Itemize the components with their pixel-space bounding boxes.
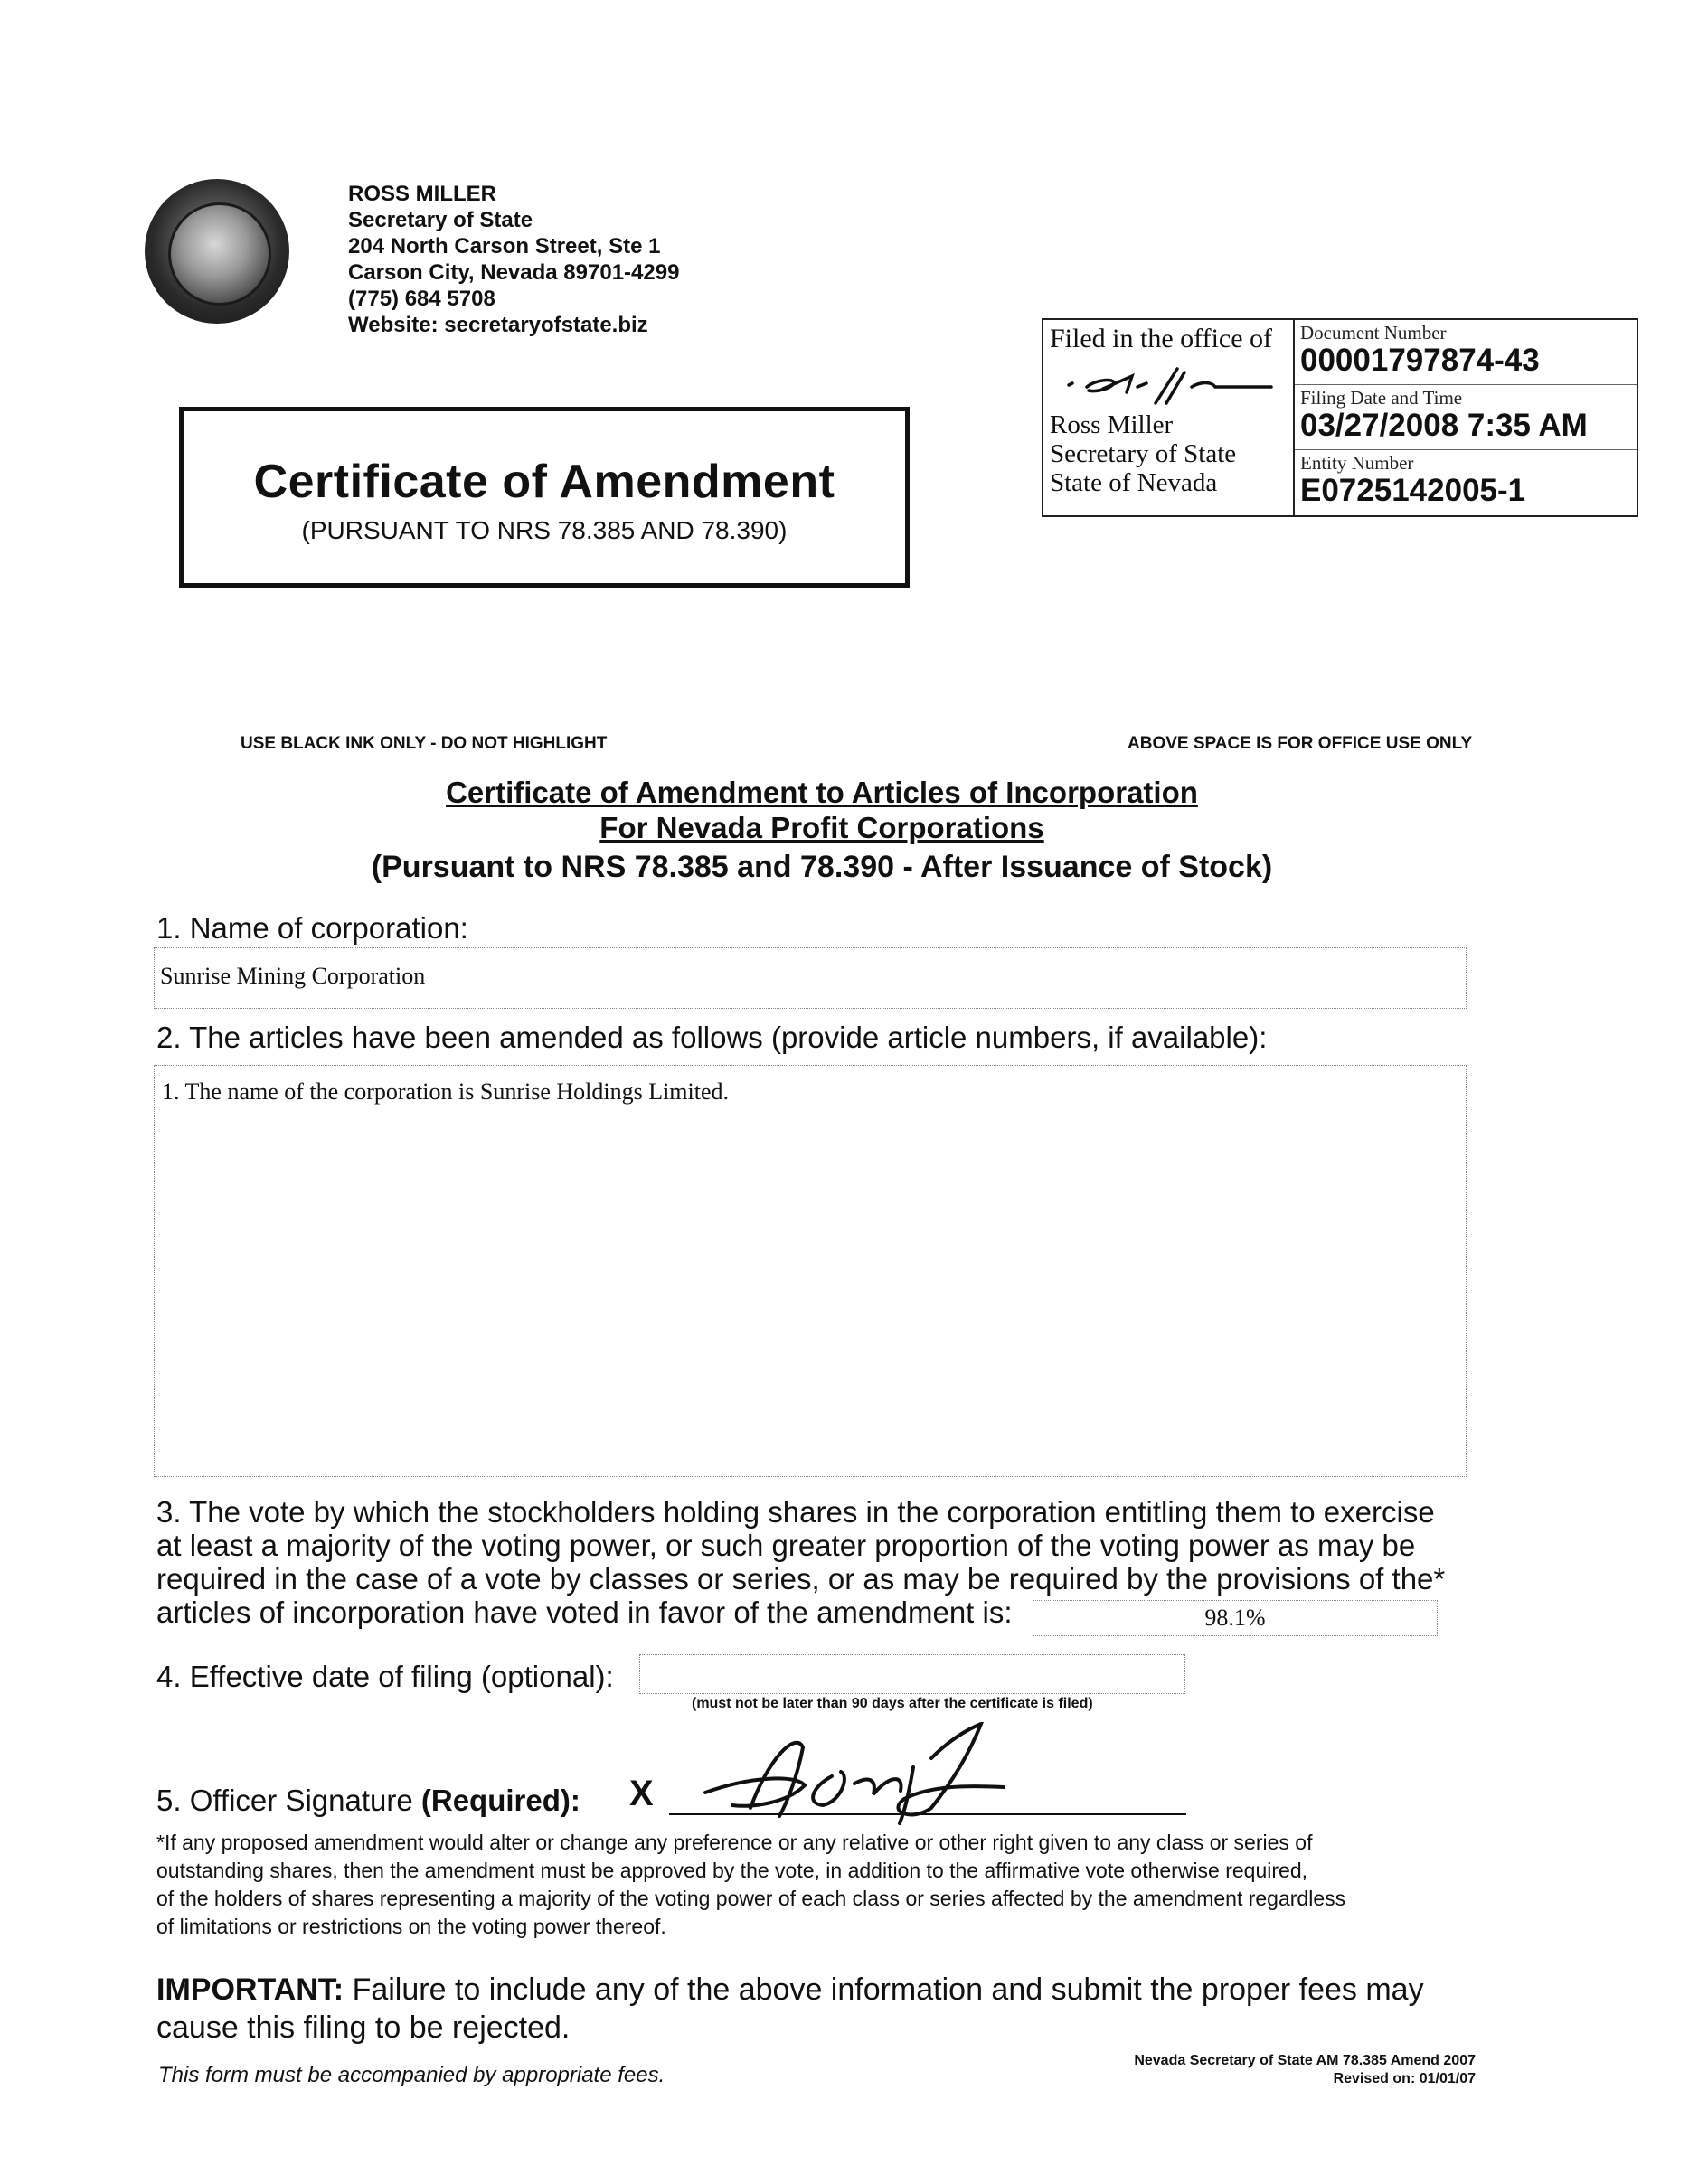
officer-signature-icon [696, 1722, 1013, 1840]
q4-label: 4. Effective date of filing (optional): [156, 1660, 614, 1693]
footnote-line3: of the holders of shares representing a majority of the voting power of each class or series affected by the amendment regardless [156, 1887, 1346, 1910]
q2-label: 2. The articles have been amended as follows (provide article numbers, if available): [156, 1021, 1268, 1054]
document-number-label: Document Number [1300, 322, 1447, 344]
certificate-subtitle: (PURSUANT TO NRS 78.385 AND 78.390) [301, 516, 788, 544]
signer-block [1050, 410, 1236, 497]
filing-stamp-box [1042, 318, 1638, 517]
q3-line4: articles of incorporation have voted in favor of the amendment is: [156, 1596, 1013, 1629]
form-title-line3: (Pursuant to NRS 78.385 and 78.390 - After Issuance of Stock) [371, 850, 1273, 884]
form-identifier [995, 2052, 1476, 2088]
form-title-line1: Certificate of Amendment to Articles of Incorporation [446, 776, 1198, 809]
footnote [156, 1829, 1531, 1941]
office-title: Secretary of State [348, 208, 533, 232]
filing-date: 03/27/2008 7:35 AM [1300, 408, 1588, 443]
amendment-text-value: 1. The name of the corporation is Sunrise Holdings Limited. [162, 1078, 730, 1105]
office-use-notice: ABOVE SPACE IS FOR OFFICE USE ONLY [1128, 734, 1473, 753]
signer-state: State of Nevada [1050, 468, 1218, 497]
signature-x-mark: X [629, 1774, 654, 1813]
form-title-line2: For Nevada Profit Corporations [599, 811, 1044, 844]
footnote-line4: of limitations or restrictions on the voting power thereof. [156, 1915, 666, 1938]
filing-details [1295, 320, 1637, 515]
document-number: 00001797874-43 [1300, 343, 1540, 378]
entity-number-label: Entity Number [1300, 452, 1414, 474]
corporation-name-value: Sunrise Mining Corporation [160, 963, 426, 989]
q3-line3: required in the case of a vote by classes or series, or as may be required by the provisions of the* [156, 1562, 1446, 1596]
q5-label-text: 5. Officer Signature [156, 1784, 421, 1817]
signer-title: Secretary of State [1050, 439, 1237, 468]
q5-required: (Required): [420, 1784, 580, 1817]
secretary-signature-icon [1051, 360, 1277, 410]
secretary-address-block [348, 181, 679, 338]
important-text-2: cause this filing to be rejected. [156, 2010, 571, 2045]
city-address: Carson City, Nevada 89701-4299 [348, 260, 680, 285]
entity-number-cell [1295, 450, 1637, 515]
amendment-text-field[interactable] [154, 1065, 1467, 1477]
certificate-title-box [179, 407, 910, 588]
corporation-name-field[interactable] [154, 947, 1467, 1009]
important-notice [156, 1971, 1531, 2047]
website: Website: secretaryofstate.biz [348, 313, 648, 337]
filing-date-label: Filing Date and Time [1300, 387, 1463, 409]
effective-date-field[interactable] [639, 1654, 1185, 1694]
footnote-line2: outstanding shares, then the amendment must be approved by the vote, in addition to the affirmative vote otherwise required, [156, 1859, 1308, 1882]
street-address: 204 North Carson Street, Ste 1 [348, 234, 661, 259]
fees-note: This form must be accompanied by appropriate fees. [158, 2063, 665, 2087]
q1-label: 1. Name of corporation: [156, 911, 468, 945]
certificate-title: Certificate of Amendment [253, 456, 835, 508]
q5-label [156, 1784, 580, 1818]
effective-date-note: (must not be later than 90 days after the certificate is filed) [692, 1696, 1093, 1711]
ink-notice: USE BLACK INK ONLY - DO NOT HIGHLIGHT [241, 734, 608, 753]
q3-line1: 3. The vote by which the stockholders holding shares in the corporation entitling them to exercise [156, 1495, 1435, 1529]
vote-percentage-value: 98.1% [1204, 1605, 1266, 1631]
signer-name: Ross Miller [1050, 410, 1174, 439]
nevada-state-seal-icon [145, 179, 289, 324]
form-id: Nevada Secretary of State AM 78.385 Amend 2007 [1134, 2053, 1476, 2068]
important-text-1: Failure to include any of the above information and submit the proper fees may [344, 1972, 1424, 2007]
document-number-cell [1295, 320, 1637, 385]
filing-date-cell [1295, 385, 1637, 450]
phone-number: (775) 684 5708 [348, 287, 495, 311]
q3-line2: at least a majority of the voting power, or such greater proportion of the voting power as may be [156, 1529, 1416, 1562]
entity-number: E0725142005-1 [1300, 473, 1526, 508]
filed-office-cell [1043, 320, 1295, 515]
official-name: ROSS MILLER [348, 182, 497, 206]
footnote-line1: *If any proposed amendment would alter or change any preference or any relative or other right given to any class or series of [156, 1831, 1313, 1854]
revised-date: Revised on: 01/01/07 [1333, 2071, 1476, 2086]
important-label: IMPORTANT: [156, 1972, 344, 2007]
filed-label: Filed in the office of [1050, 324, 1273, 353]
vote-percentage-field[interactable] [1033, 1600, 1438, 1636]
